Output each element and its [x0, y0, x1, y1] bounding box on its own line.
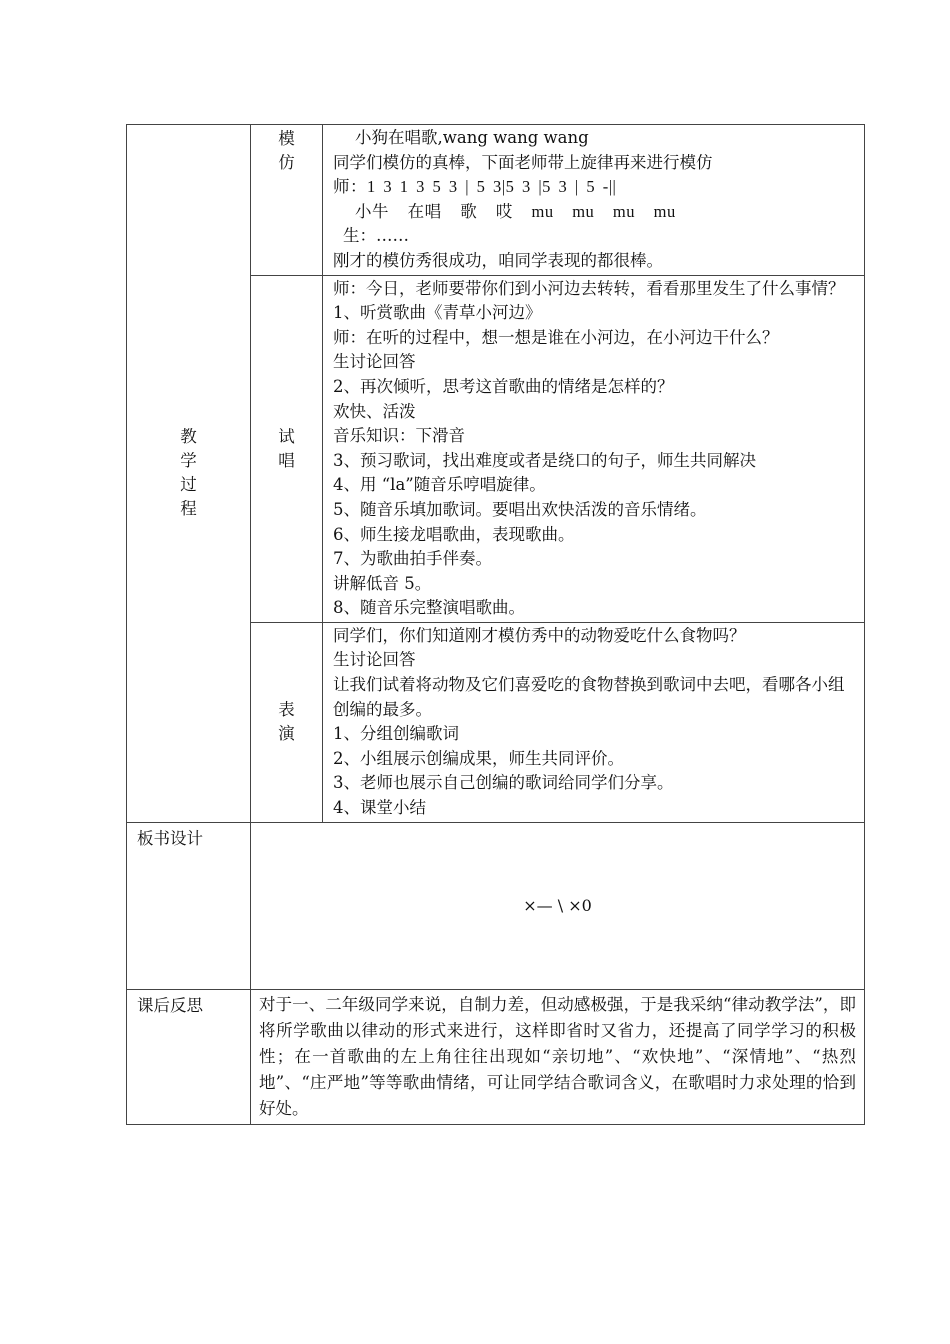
content-line: 5、随音乐填加歌词。要唱出欢快活泼的音乐情绪。 [333, 499, 707, 519]
stage-content-imitate [323, 125, 865, 276]
stage-name-imitate [251, 125, 323, 276]
stage-name-perform [251, 622, 323, 822]
section-label-char: 过 [180, 475, 197, 495]
stage-name-sing [251, 275, 323, 622]
board-notation: ×— \ ×0 [523, 896, 592, 916]
content-line: 1、听赏歌曲《青草小河边》 [333, 303, 542, 323]
content-line: 1、分组创编歌词 [333, 724, 459, 744]
content-line: 小狗在唱歌,wang wang wang [355, 128, 589, 147]
content-line: 让我们试着将动物及它们喜爱吃的食物替换到歌词中去吧，看哪各小组创编的最多。 [333, 675, 845, 719]
content-line: 音乐知识：下滑音 [333, 426, 465, 446]
reflection-row [127, 989, 865, 1124]
notation-line: 师：1 3 1 3 5 3 | 5 3|5 3 |5 3 | 5 -|| [333, 177, 617, 197]
stage-content-perform [323, 622, 865, 822]
stage-name-char: 演 [278, 724, 295, 744]
content-line: 师：在听的过程中，想一想是谁在小河边，在小河边干什么？ [333, 327, 779, 347]
section-label-text [180, 425, 197, 521]
reflection-text: 对于一、二年级同学来说，自制力差，但动感极强，于是我采纳“律动教学法”，即将所学歌曲以律动的形式来进行，这样即省时又省力，还提高了同学学习的积极性；在一首歌曲的左上角往往出现如“亲切地”、“欢快地”、“深情地”、“热烈地”、“庄严地”等等歌曲情绪，可让同学结合歌词含义，在歌唱时力求处理的恰到好处。 [251, 989, 865, 1124]
section-label-teaching-process [127, 125, 251, 823]
content-line: 8、随音乐完整演唱歌曲。 [333, 598, 525, 618]
section-label-char: 程 [180, 499, 197, 519]
section-label-char: 学 [180, 451, 197, 471]
content-line: 生：…… [343, 226, 409, 246]
content-line: 7、为歌曲拍手伴奏。 [333, 549, 492, 569]
content-line: 生讨论回答 [333, 352, 416, 372]
reflection-label: 课后反思 [127, 989, 251, 1124]
content-line: 同学们模仿的真棒，下面老师带上旋律再来进行模仿 [333, 152, 713, 172]
content-line: 刚才的模仿秀很成功，咱同学表现的都很棒。 [333, 250, 663, 270]
section-label-char: 教 [180, 427, 197, 447]
stage-content-sing [323, 275, 865, 622]
stage-name-char: 表 [278, 700, 295, 720]
content-line: 4、用 “la”随音乐哼唱旋律。 [333, 475, 546, 495]
content-line: 2、再次倾听，思考这首歌曲的情绪是怎样的？ [333, 376, 674, 396]
lesson-plan-table [126, 124, 865, 1125]
content-line: 3、预习歌词，找出难度或者是绕口的句子，师生共同解决 [333, 450, 756, 470]
stage-name-char: 唱 [278, 450, 295, 470]
content-line: 讲解低音 5。 [333, 573, 432, 593]
stage-row-imitate [127, 125, 865, 276]
stage-name-char: 试 [278, 426, 295, 446]
content-line: 同学们，你们知道刚才模仿秀中的动物爱吃什么食物吗？ [333, 625, 746, 645]
content-line: 欢快、活泼 [333, 401, 416, 421]
content-line: 3、老师也展示自己创编的歌词给同学们分享。 [333, 773, 674, 793]
content-line: 6、师生接龙唱歌曲，表现歌曲。 [333, 524, 575, 544]
stage-name-char: 模 [278, 129, 295, 148]
board-label: 板书设计 [127, 822, 251, 989]
content-line: 2、小组展示创编成果，师生共同评价。 [333, 748, 624, 768]
content-line: 师：今日，老师要带你们到小河边去转转，看看那里发生了什么事情？ [333, 278, 845, 298]
content-line: 4、课堂小结 [333, 798, 426, 818]
stage-name-char: 仿 [278, 153, 295, 172]
board-row [127, 822, 865, 989]
board-content [251, 822, 865, 989]
content-line: 生讨论回答 [333, 650, 416, 670]
lyrics-line: 小牛 在唱 歌 哎 mu mu mu mu [355, 201, 676, 221]
